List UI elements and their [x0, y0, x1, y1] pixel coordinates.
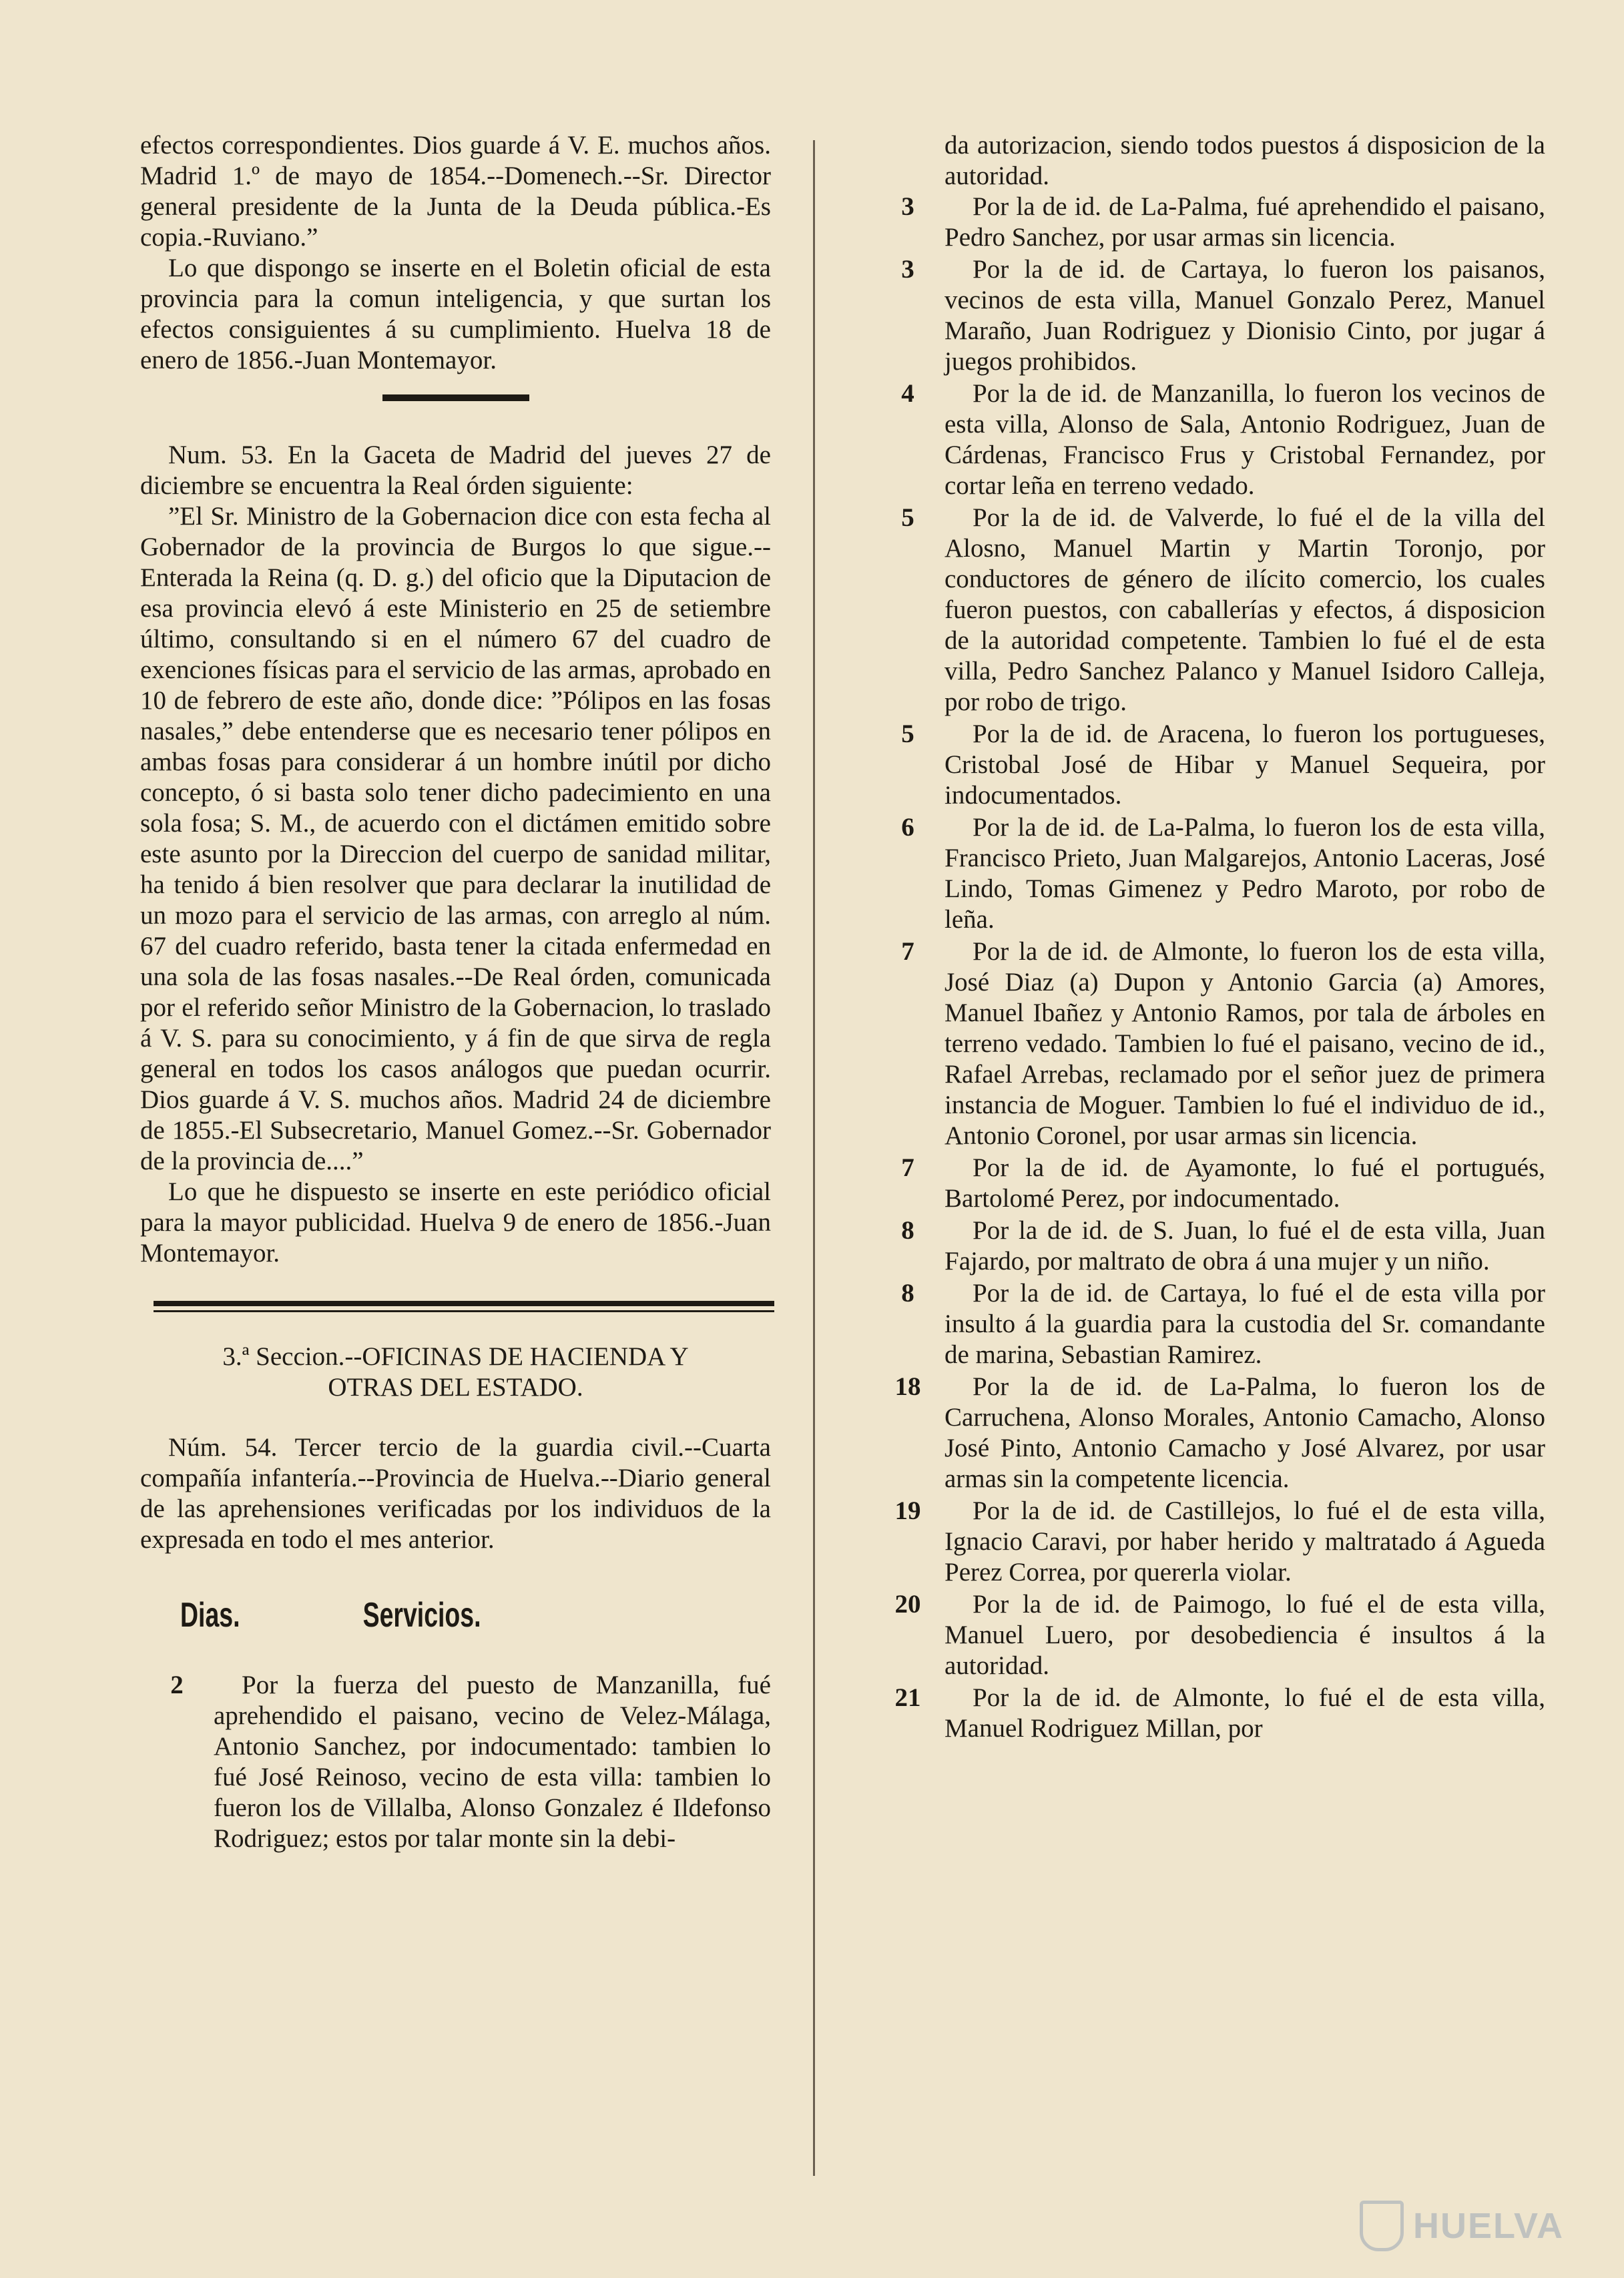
- entry-day: 7: [901, 1153, 914, 1182]
- entry-day: 18: [894, 1372, 921, 1401]
- list-item: [894, 1683, 1545, 1744]
- entry-text: Por la de id. de Almonte, lo fueron los de esta villa, José Diaz (a) Dupon y Antonio Garcia (a) Amores, Manuel Ibañez y Antonio Ramos, por tala de árboles en terreno vedado. Tambien lo fué el paisano, vecino de id., Rafael Arrebas, reclamado por el señor juez de primera instancia de Moguer. Tambien lo fué el individuo de id., Antonio Coronel, por usar armas sin licencia.: [944, 937, 1545, 1150]
- entry-text: Por la de id. de Cartaya, lo fueron los paisanos, vecinos de esta villa, Manuel Gonzalo Perez, Manuel Maraño, Juan Rodriguez y Dionisio Cinto, por jugar á juegos prohibidos.: [944, 255, 1545, 376]
- entry-day: 2: [170, 1671, 184, 1699]
- list-item: [901, 378, 1545, 501]
- entry-day: 4: [901, 379, 914, 408]
- entry-day: 3: [901, 255, 914, 284]
- list-item: [894, 1496, 1545, 1588]
- entry-text: Por la de id. de Castillejos, lo fué el de esta villa, Ignacio Caravi, por haber herido y maltratado á Agueda Perez Correa, por quererla violar.: [944, 1496, 1545, 1587]
- right-column: [894, 130, 1545, 1745]
- list-item: [901, 503, 1545, 718]
- entry-text: Por la de id. de Almonte, lo fué el de esta villa, Manuel Rodriguez Millan, por: [944, 1683, 1545, 1743]
- short-rule: [382, 394, 529, 401]
- entry-day: 3: [901, 192, 914, 221]
- entry-day: 20: [894, 1590, 921, 1619]
- num54-paragraph: Núm. 54. Tercer tercio de la guardia civil.--Cuarta compañía infantería.--Provincia de Huelva.--Diario general de las aprehensiones verificadas por los individuos de la expresada en todo el mes anterior.: [140, 1433, 771, 1554]
- entry-text: Por la de id. de Valverde, lo fué el de la villa del Alosno, Manuel Martin y Martin Toronjo, por conductores de género de ilícito comercio, los cuales fueron puestos, con caballerías y efectos, á disposicion de la autoridad competente. Tambien lo fué el de esta villa, Pedro Sanchez Palanco y Manuel Isidoro Calleja, por robo de trigo.: [944, 503, 1545, 716]
- col-servicios: Servicios.: [362, 1596, 481, 1635]
- entry-day: 6: [901, 813, 914, 842]
- list-item: [901, 192, 1545, 253]
- list-item: [901, 1278, 1545, 1370]
- entry-text: Por la de id. de Aracena, lo fueron los portugueses, Cristobal José de Hibar y Manuel Sequeira, por indocumentados.: [944, 720, 1545, 810]
- entry-text: Por la de id. de Ayamonte, lo fué el portugués, Bartolomé Perez, por indocumentado.: [944, 1153, 1545, 1213]
- shield-icon: [1360, 2201, 1404, 2251]
- num53-close: Lo que he dispuesto se inserte en este periódico oficial para la mayor publicidad. Huelva 9 de enero de 1856.-Juan Montemayor.: [140, 1177, 771, 1267]
- entry-text: Por la fuerza del puesto de Manzanilla, fué aprehendido el paisano, vecino de Velez-Málaga, Antonio Sanchez, por indocumentado: tambien lo fué José Reinoso, vecino de esta villa: tambien lo fueron los de Villalba, Alonso Gonzalez é Ildefonso Rodriguez; estos por talar monte sin la debi-: [214, 1671, 771, 1853]
- list-item: [901, 1215, 1545, 1277]
- entries-list: [894, 192, 1545, 1744]
- entry-day: 5: [901, 503, 914, 532]
- entry-text: Por la de id. de La-Palma, lo fueron los de Carruchena, Alonso Morales, Antonio Camacho, Alonso José Pinto, Antonio Camacho y José Alvarez, por usar armas sin la competente licencia.: [944, 1372, 1545, 1493]
- intro-paragraph: efectos correspondientes. Dios guarde á V. E. muchos años. Madrid 1.º de mayo de 1854.--Domenech.--Sr. Director general presidente de la Junta de la Deuda pública.-Es copia.-Ruviano.”: [140, 131, 771, 252]
- entry-text: Por la de id. de Cartaya, lo fué el de esta villa por insulto á la guardia para la custodia del Sr. comandante de marina, Sebastian Ramirez.: [944, 1279, 1545, 1369]
- entry-text: Por la de id. de S. Juan, lo fué el de esta villa, Juan Fajardo, por maltrato de obra á una mujer y un niño.: [944, 1216, 1545, 1275]
- col-dias: Dias.: [180, 1596, 240, 1635]
- watermark-text: HUELVA: [1413, 2206, 1564, 2246]
- left-column: [140, 130, 771, 1856]
- entry-text: Por la de id. de La-Palma, fué aprehendido el paisano, Pedro Sanchez, por usar armas sin licencia.: [944, 192, 1545, 252]
- list-item: [901, 812, 1545, 935]
- dispongo-paragraph: Lo que dispongo se inserte en el Boletin oficial de esta provincia para la comun inteligencia, y que surtan los efectos consiguientes á su cumplimiento. Huelva 18 de enero de 1856.-Juan Montemayor.: [140, 254, 771, 374]
- entry-text: Por la de id. de Paimogo, lo fué el de esta villa, Manuel Luero, por desobediencia é insultos á la autoridad.: [944, 1590, 1545, 1680]
- num53-body: ”El Sr. Ministro de la Gobernacion dice con esta fecha al Gobernador de la provincia de Burgos lo que sigue.--Enterada la Reina (q. D. g.) del oficio que la Diputacion de esa provincia elevó á este Ministerio en 25 de setiembre último, consultando si en el número 67 del cuadro de exenciones físicas para el servicio de las armas, aprobado en 10 de febrero de este año, donde dice: ”Pólipos en las fosas nasales,” debe entenderse que es necesario tener pólipos en ambas fosas para considerar á un hombre inútil por dicho concepto, ó si basta solo tener dicho padecimiento en una sola fosa; S. M., de acuerdo con el dictámen emitido sobre este asunto por la Direccion del cuerpo de sanidad militar, ha tenido á bien resolver que para declarar la inutilidad de un mozo para el servicio de las armas, con arreglo al núm. 67 del cuadro referido, basta tener la citada enfermedad en una sola de las fosas nasales.--De Real órden, comunicada por el referido señor Ministro de la Gobernacion, lo traslado á V. S. para su conocimiento, y á fin de que sirva de regla general en todos los casos análogos que puedan ocurrir. Dios guarde á V. S. muchos años. Madrid 24 de diciembre de 1855.-El Subsecretario, Manuel Gomez.--Sr. Gobernador de la provincia de....”: [140, 502, 771, 1175]
- list-item: [901, 254, 1545, 377]
- entry-day: 7: [901, 937, 914, 966]
- watermark-seal: [1360, 2201, 1564, 2251]
- entry-day: 5: [901, 720, 914, 748]
- list-item: [901, 936, 1545, 1151]
- section-heading-line2: OTRAS DEL ESTADO.: [328, 1373, 583, 1402]
- num53-intro: Num. 53. En la Gaceta de Madrid del jueves 27 de diciembre se encuentra la Real órden siguiente:: [140, 441, 771, 500]
- table-header: [180, 1595, 605, 1635]
- list-item: [901, 719, 1545, 811]
- section-heading-line1: 3.ª Seccion.--OFICINAS DE HACIENDA Y: [222, 1342, 689, 1371]
- entry-text: Por la de id. de La-Palma, lo fueron los de esta villa, Francisco Prieto, Juan Malgarejos, Antonio Laceras, José Lindo, Tomas Gimenez y Pedro Maroto, por robo de leña.: [944, 813, 1545, 934]
- double-rule: [154, 1301, 774, 1312]
- entry-day: 19: [894, 1496, 921, 1525]
- entry-text: Por la de id. de Manzanilla, lo fueron los vecinos de esta villa, Alonso de Sala, Antonio Rodriguez, Juan de Cárdenas, Francisco Frus y Cristobal Fernandez, por cortar leña en terreno vedado.: [944, 379, 1545, 500]
- section-heading: [140, 1342, 771, 1403]
- column-divider: [813, 140, 815, 2176]
- entry-day: 8: [901, 1279, 914, 1308]
- list-item: [901, 1153, 1545, 1214]
- list-item: [140, 1670, 771, 1854]
- list-item: [894, 1589, 1545, 1681]
- entry-day: 21: [894, 1683, 921, 1712]
- continuation-text: da autorizacion, siendo todos puestos á disposicion de la autoridad.: [944, 131, 1545, 190]
- list-item: [894, 1372, 1545, 1494]
- entry-day: 8: [901, 1216, 914, 1245]
